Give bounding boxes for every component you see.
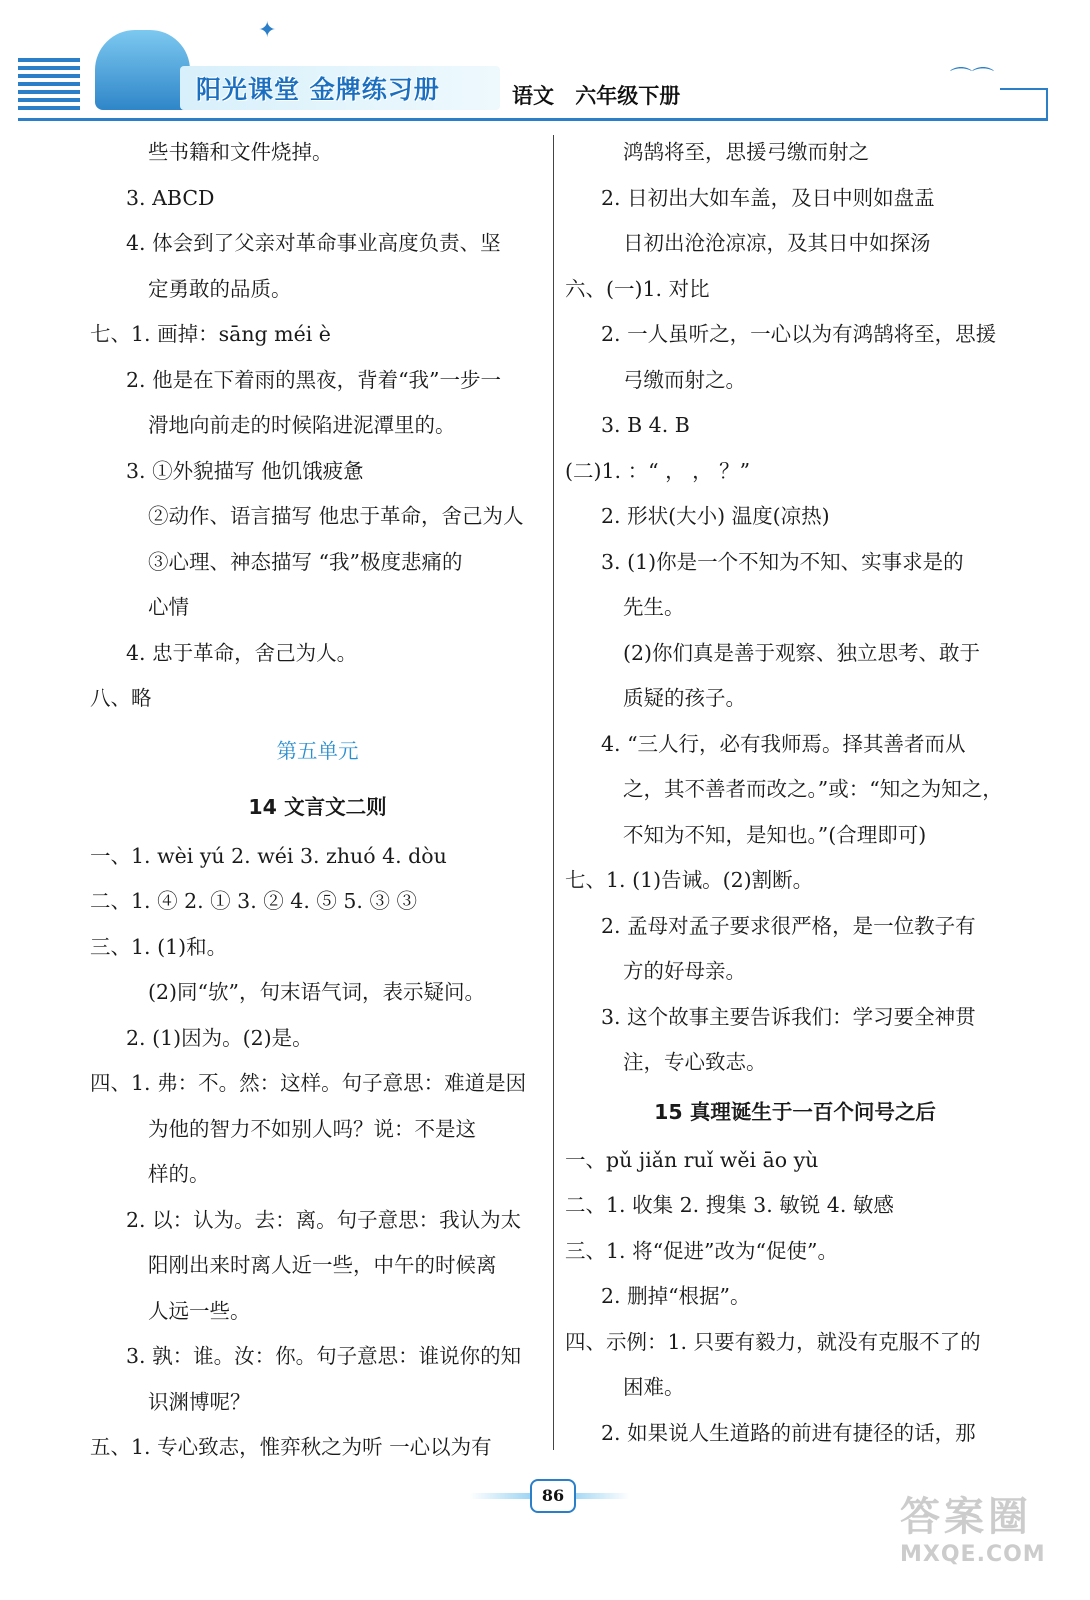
answer-line: 3. ①外貌描写 他饥饿疲惫 xyxy=(126,458,364,483)
bird-icon: ⌒⌒ xyxy=(950,67,995,92)
answer-line: ②动作、语言描写 他忠于革命，舍己为人 xyxy=(148,504,524,528)
answer-line: 三、1. (1)和。 xyxy=(90,934,228,959)
watermark-url: MXQE.COM xyxy=(900,1542,1046,1567)
answer-line: 样的。 xyxy=(148,1162,210,1186)
answer-line: 3. (1)你是一个不知为不知、实事求是的 xyxy=(601,549,964,574)
answer-line: 定勇敢的品质。 xyxy=(148,276,292,301)
answer-line: 心情 xyxy=(148,595,189,619)
answer-line: 三、1. 将“促进”改为“促使”。 xyxy=(565,1238,838,1263)
brand-title: 阳光课堂 金牌练习册 xyxy=(196,75,440,104)
answer-line: 2. 孟母对孟子要求很严格，是一位教子有 xyxy=(601,913,976,938)
answer-line: 2. 日初出大如车盖，及日中则如盘盂 xyxy=(601,185,935,210)
answer-line: 质疑的孩子。 xyxy=(623,686,746,710)
answer-line: 一、pǔ jiǎn ruǐ wěi āo yù xyxy=(565,1147,819,1172)
answer-line: 4. 忠于革命，舍己为人。 xyxy=(126,640,358,665)
answer-line: 阳刚出来时离人近一些，中午的时候离 xyxy=(148,1253,497,1277)
answer-line: 鸿鹄将至，思援弓缴而射之 xyxy=(623,140,869,164)
answer-line: 二、1. 收集 2. 搜集 3. 敏锐 4. 敏感 xyxy=(565,1193,894,1217)
answer-line: 四、示例：1. 只要有毅力，就没有克服不了的 xyxy=(565,1329,981,1354)
answer-line: 方的好母亲。 xyxy=(623,959,746,983)
lesson-heading: 15 真理诞生于一百个问号之后 xyxy=(654,1099,936,1124)
left-column xyxy=(90,130,545,1471)
answer-line: 识渊博呢？ xyxy=(148,1389,251,1414)
answer-line: 些书籍和文件烧掉。 xyxy=(148,140,333,164)
lesson-heading: 14 文言文二则 xyxy=(248,794,387,819)
header-corner-line xyxy=(1000,88,1048,120)
answer-line: ③心理、神态描写 “我”极度悲痛的 xyxy=(148,549,463,574)
page-footer xyxy=(470,1475,630,1515)
answer-line: 注，专心致志。 xyxy=(623,1050,767,1074)
answer-line: 不知为不知，是知也。”(合理即可) xyxy=(623,822,927,847)
answer-line: 弓缴而射之。 xyxy=(623,367,746,392)
column-divider xyxy=(553,135,554,1450)
answer-line: 2. 形状(大小) 温度(凉热) xyxy=(601,504,830,528)
answer-line: 3. 这个故事主要告诉我们：学习要全神贯 xyxy=(601,1004,976,1029)
answer-line: 4. “三人行，必有我师焉。择其善者而从 xyxy=(601,731,966,756)
mascot-logo-icon xyxy=(95,30,190,110)
answer-line: 四、1. 弗：不。然：这样。句子意思：难道是因 xyxy=(90,1071,527,1095)
answer-line: 3. B 4. B xyxy=(601,413,690,437)
answer-line: 人远一些。 xyxy=(148,1298,251,1323)
bird-icon: ✦ xyxy=(258,18,277,43)
answer-line: 一、1. wèi yú 2. wéi 3. zhuó 4. dòu xyxy=(90,843,447,868)
answer-line: 2. 一人虽听之，一心以为有鸿鹄将至，思援 xyxy=(601,322,997,346)
answer-line: (二)1. ：“ ， ， ？” xyxy=(565,458,751,483)
watermark-logo: 答案圈 xyxy=(900,1494,1032,1540)
answer-line: 2. 如果说人生道路的前进有捷径的话，那 xyxy=(601,1420,976,1445)
answer-line: 八、略 xyxy=(90,686,152,710)
header-stripes xyxy=(18,58,80,116)
page-header xyxy=(0,0,1090,125)
answer-line: 二、1. ④ 2. ① 3. ② 4. ⑤ 5. ③ ③ xyxy=(90,889,417,913)
answer-line: (2)同“欤”，句末语气词，表示疑问。 xyxy=(148,980,485,1004)
answer-line: 之，其不善者而改之。”或：“知之为知之， xyxy=(623,777,1003,801)
answer-line: 滑地向前走的时候陷进泥潭里的。 xyxy=(148,413,456,437)
right-column xyxy=(565,130,1025,1456)
page-number: 86 xyxy=(530,1479,576,1513)
answer-line: 六、(一)1. 对比 xyxy=(565,276,710,301)
answer-line: 3. ABCD xyxy=(126,185,215,210)
answer-line: 日初出沧沧凉凉，及其日中如探汤 xyxy=(623,231,931,255)
answer-line: 先生。 xyxy=(623,595,685,619)
subject-grade: 语文 六年级下册 xyxy=(512,84,681,108)
answer-line: 为他的智力不如别人吗？说：不是这 xyxy=(148,1116,476,1141)
unit-heading: 第五单元 xyxy=(276,738,359,763)
answer-line: 3. 孰：谁。汝：你。句子意思：谁说你的知 xyxy=(126,1344,522,1368)
answer-line: 七、1. (1)告诫。(2)割断。 xyxy=(565,868,814,892)
watermark xyxy=(900,1485,1070,1595)
answer-line: 2. 他是在下着雨的黑夜，背着“我”一步一 xyxy=(126,367,502,392)
answer-line: 2. 以：认为。去：离。句子意思：我认为太 xyxy=(126,1207,522,1232)
answer-line: 2. (1)因为。(2)是。 xyxy=(126,1025,313,1050)
answer-line: 4. 体会到了父亲对革命事业高度负责、坚 xyxy=(126,231,501,255)
header-rule xyxy=(18,118,1048,121)
answer-line: 七、1. 画掉：sāng méi è xyxy=(90,322,331,346)
answer-line: (2)你们真是善于观察、独立思考、敢于 xyxy=(623,640,981,665)
answer-line: 2. 删掉“根据”。 xyxy=(601,1284,751,1308)
answer-line: 困难。 xyxy=(623,1375,685,1399)
answer-line: 五、1. 专心致志，惟弈秋之为听 一心以为有 xyxy=(90,1435,492,1459)
